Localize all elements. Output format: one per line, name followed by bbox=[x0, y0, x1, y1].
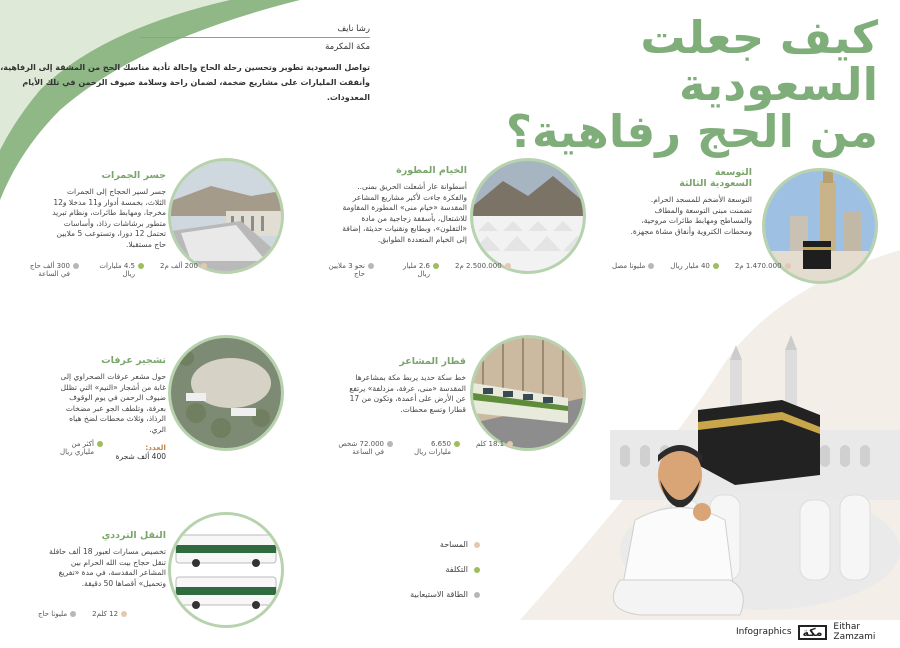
stat-capacity: نحو 3 ملايين حاج bbox=[320, 262, 374, 278]
page-title: كيف جعلت السعودية من الحج رفاهية؟ bbox=[505, 11, 878, 158]
publisher-logo: مكة bbox=[798, 625, 828, 640]
author-block bbox=[140, 24, 370, 52]
expansion-section bbox=[630, 167, 752, 237]
tents-title: الخيام المطورة bbox=[396, 165, 467, 176]
arafat-count-value: 400 ألف شجرة bbox=[115, 452, 166, 461]
expansion-subtitle: السعودية الثالثة bbox=[679, 178, 752, 189]
stat-area: 12 كلم2 bbox=[92, 610, 127, 618]
arafat-count-label: العدد: bbox=[145, 443, 166, 452]
footer-label: Infographics bbox=[736, 627, 792, 637]
legend-cost: التكلفة bbox=[390, 565, 480, 574]
train-section bbox=[340, 356, 466, 415]
author-location: مكة المكرمة bbox=[325, 42, 370, 52]
train-photo bbox=[470, 335, 586, 451]
transport-title: النقل الترددي bbox=[101, 530, 166, 541]
transport-photo bbox=[168, 512, 284, 628]
stat-cost: 2.6 مليار ريال bbox=[390, 262, 439, 278]
train-title: قطار المشاعر bbox=[399, 356, 466, 367]
stat-cost: 40 مليار ريال bbox=[670, 262, 719, 270]
transport-stats bbox=[38, 610, 127, 618]
author-name: رشا نايف bbox=[140, 24, 370, 38]
stat-area: 200 ألف م2 bbox=[160, 262, 207, 278]
designer-name: Eithar Zamzami bbox=[833, 622, 876, 642]
transport-text: تخصيص مسارات لعبور 18 ألف حافلة تنقل حجاج بيت الله الحرام بين المشاعر المقدسة، في مدة «تفريغ وتحميل» أقصاها 50 دقيقة. bbox=[49, 547, 166, 588]
footer-credits bbox=[736, 622, 900, 642]
stat-area: 1.470.000 م2 bbox=[735, 262, 791, 270]
tents-photo bbox=[470, 158, 586, 274]
arafat-title: تشجير عرفات bbox=[101, 355, 166, 366]
tents-stats bbox=[320, 262, 511, 278]
train-text: خط سكة حديد يربط مكة بمشاعرها المقدسة «منى، عرفة، مزدلفة» يرتفع عن الأرض على أعمدة، وتكون من 17 قطارا وتسع محطات. bbox=[349, 373, 466, 414]
stat-cost: أكثر من ملياري ريال bbox=[52, 440, 103, 456]
stat-capacity: 72.000 شخص في الساعة bbox=[336, 440, 393, 456]
expansion-title: التوسعة bbox=[714, 167, 752, 178]
stat-cost: 6.650 مليارات ريال bbox=[409, 440, 460, 456]
tents-section bbox=[337, 165, 467, 245]
stat-area: 18.1 كلم bbox=[476, 440, 513, 456]
stat-area: 2.500.000 م2 bbox=[455, 262, 511, 278]
expansion-stats bbox=[612, 262, 791, 270]
legend bbox=[390, 540, 480, 615]
expansion-text: التوسعة الأضخم للمسجد الحرام. تضمنت مبنى التوسعة والمطاف والمساطح ومهابط طائرات مروحية، ومحطات الكتروية وأنفاق مشاة مجهزة. bbox=[630, 195, 752, 236]
arafat-stats bbox=[52, 440, 103, 456]
arafat-photo bbox=[168, 335, 284, 451]
stat-capacity: مليونا مصل bbox=[612, 262, 654, 270]
stat-capacity: 300 ألف حاج في الساعة bbox=[22, 262, 79, 278]
tents-text: أسطوانة عار أشعلت الحريق بمنى.. والفكرة جاءت لأكبر مشاريع المشاعر المقدسة «خيام منى» المطورة المقاومة للاشتعال، بأسقفة زجاجية من مادة «التفلون»، وبطابع ونقنيات حديثة، إضافة إلى الخيام المتعددة الطوابق. bbox=[342, 182, 467, 244]
transport-section bbox=[44, 530, 166, 589]
legend-area: المساحة bbox=[390, 540, 480, 549]
jamarat-stats bbox=[22, 262, 207, 278]
jamarat-section bbox=[50, 170, 166, 250]
stat-capacity: مليونا حاج bbox=[38, 610, 76, 618]
jamarat-photo bbox=[168, 158, 284, 274]
jamarat-title: جسر الجمرات bbox=[101, 170, 166, 181]
jamarat-text: جسر لسير الحجاج إلى الجمرات الثلاث، بخمسة أدوار و11 مدخلا و12 مخرجا، ومهابط طائرات، ونظام تبريد متطور برشاشات رذاذ، وأساسات تحتمل 12 دورا، وتستوعب 5 ملايين حاج مستقبلا. bbox=[52, 187, 166, 249]
legend-capacity: الطاقة الاستيعابية bbox=[390, 590, 480, 599]
intro-text: تواصل السعودية تطوير وتحسين رحلة الحاج وإحالة تأدية مناسك الحج من المشقة إلى الرفاهية، وأنفقت المليارات على مشاريع ضخمة، لضمان راحة وسلامة ضيوف الرحمن في تلك الأيام المعدودات. bbox=[0, 63, 370, 102]
train-stats bbox=[336, 440, 513, 456]
arafat-text: حول مشعر عرفات الصحراوي إلى غابة من أشجار «النيم» التي تظلل ضيوف الرحمن في يوم الوقوف بعرفة، وتلطف الجو عبر مضخات الرذاذ، وثلاث محطات لضخ هياه الري. bbox=[60, 372, 166, 434]
kaaba-illustration bbox=[520, 250, 900, 620]
stat-cost: 4.5 مليارات ريال bbox=[95, 262, 144, 278]
